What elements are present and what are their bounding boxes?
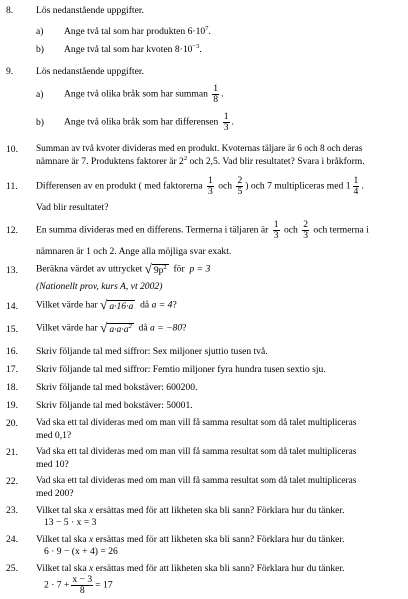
sub-label: a) — [36, 89, 44, 100]
sub-text: Ange två olika bråk som har summan $\frac{1}{8}$ . — [64, 83, 224, 105]
fraction: $\frac{1}{8}$ — [213, 83, 219, 105]
question-text-line2: nämnare är 7. Produktens faktorer är $2^2$ och 2,5. Vad blir resultatet? Svara i bråkform. — [36, 154, 365, 167]
question-number: 18. — [6, 382, 18, 393]
question-text-line1: En summa divideras med en differens. Termerna i täljaren är $\frac{1}{3}$ och $\frac{2}{3}$ och termerna i — [36, 219, 369, 241]
square-root: √ $a\cdot a\cdot a^2$ — [100, 320, 132, 335]
question-text: Lös nedanstående uppgifter. — [36, 66, 144, 77]
square-root: √ $9p^2$ — [144, 261, 167, 276]
question-number: 16. — [6, 346, 18, 357]
question-text-line1: Vad ska ett tal divideras med om man vill få samma resultat som då talet multipliceras — [36, 447, 357, 457]
question-number: 22. — [6, 476, 18, 487]
question-number: 25. — [6, 563, 18, 574]
sub-text: Ange två tal som har kvoten $8\cdot 10^{-3}$. — [64, 42, 202, 55]
sub-label: a) — [36, 26, 44, 37]
fraction: $\frac{2}{5}$ — [237, 175, 243, 197]
question-number: 13. — [6, 265, 18, 276]
question-text: Skriv följande tal med bokstäver: 600200. — [36, 382, 198, 393]
question-text: Vilket tal ska x ersättas med för att likheten ska bli sann? Förklara hur du tänker. — [36, 505, 345, 516]
question-text-line1: Summan av två kvoter divideras med en produkt. Kvoternas täljare är 6 och 8 och deras — [36, 144, 363, 154]
fraction: $\frac{1}{3}$ — [208, 175, 213, 197]
sub-label: b) — [36, 44, 44, 55]
question-number: 24. — [6, 534, 18, 545]
question-text: Vilket värde har √ $a\cdot a\cdot a^2$ då a = −80? — [36, 320, 187, 335]
question-text-line1: Vad ska ett tal divideras med om man vill få samma resultat som då talet multipliceras — [36, 476, 357, 486]
question-text: Lös nedanstående uppgifter. — [36, 5, 144, 16]
question-text: Skriv följande tal med siffror: Sex miljoner sjuttio tusen två. — [36, 346, 268, 357]
equation: 13 − 5 · x = 3 — [44, 517, 97, 528]
fraction: $\frac{1}{4}$ — [353, 175, 359, 197]
question-number: 14. — [6, 301, 18, 312]
question-text: Skriv följande tal med siffror: Femtio miljoner fyra hundra tusen sextio sju. — [36, 364, 326, 375]
question-text: Skriv följande tal med bokstäver: 50001. — [36, 400, 193, 411]
equation: 2 · 7 + $\frac{x - 3}{8}$ = 17 — [44, 574, 113, 596]
question-number: 23. — [6, 505, 18, 516]
sub-text: Ange två olika bråk som har differensen $\frac{1}{3}$ . — [64, 111, 234, 133]
sub-label: b) — [36, 117, 44, 128]
question-text-line1: Beräkna värdet av uttrycket √ $9p^2$ för p = 3 — [36, 261, 211, 276]
question-text-line2: Vad blir resultatet? — [36, 202, 109, 213]
question-text-line2: med 0,1? — [36, 430, 72, 441]
question-number: 20. — [6, 418, 18, 429]
question-number: 12. — [6, 225, 18, 236]
question-number: 21. — [6, 447, 18, 458]
question-number: 8. — [6, 5, 14, 16]
question-number: 17. — [6, 364, 18, 375]
question-text: Vilket värde har √ a·16·a då a = 4? — [36, 297, 177, 312]
fraction: $\frac{1}{3}$ — [223, 111, 229, 133]
fraction: $\frac{2}{3}$ — [303, 219, 309, 241]
question-text-line2: med 10? — [36, 459, 69, 470]
question-number: 11. — [6, 181, 18, 192]
question-number: 15. — [6, 324, 18, 335]
question-text: Vilket tal ska x ersättas med för att likheten ska bli sann? Förklara hur du tänker. — [36, 534, 345, 545]
question-text-line2: med 200? — [36, 488, 74, 499]
question-number: 10. — [6, 144, 18, 155]
fraction: $\frac{1}{3}$ — [273, 219, 279, 241]
question-text-line1: Differensen av en produkt ( med faktorerna $\frac{1}{3}$ och $\frac{2}{5}$ ) och 7 multipliceras med 1 $\frac{1}{4}$ . — [36, 175, 364, 197]
question-text-line1: Vad ska ett tal divideras med om man vill få samma resultat som då talet multipliceras — [36, 418, 357, 428]
fraction: $\frac{x - 3}{8}$ — [72, 574, 93, 596]
question-text-line2: nämnaren är 1 och 2. Ange alla möjliga svar exakt. — [36, 246, 232, 257]
equation: 6 · 9 − (x + 4) = 26 — [44, 546, 118, 557]
square-root: √ a·16·a — [100, 297, 134, 312]
question-number: 19. — [6, 400, 18, 411]
question-number: 9. — [6, 66, 14, 77]
source-note: (Nationellt prov, kurs A, vt 2002) — [36, 281, 163, 292]
sub-text: Ange två tal som har produkten $6\cdot 10^7$. — [64, 24, 211, 37]
question-text: Vilket tal ska x ersättas med för att likheten ska bli sann? Förklara hur du tänker. — [36, 563, 345, 574]
